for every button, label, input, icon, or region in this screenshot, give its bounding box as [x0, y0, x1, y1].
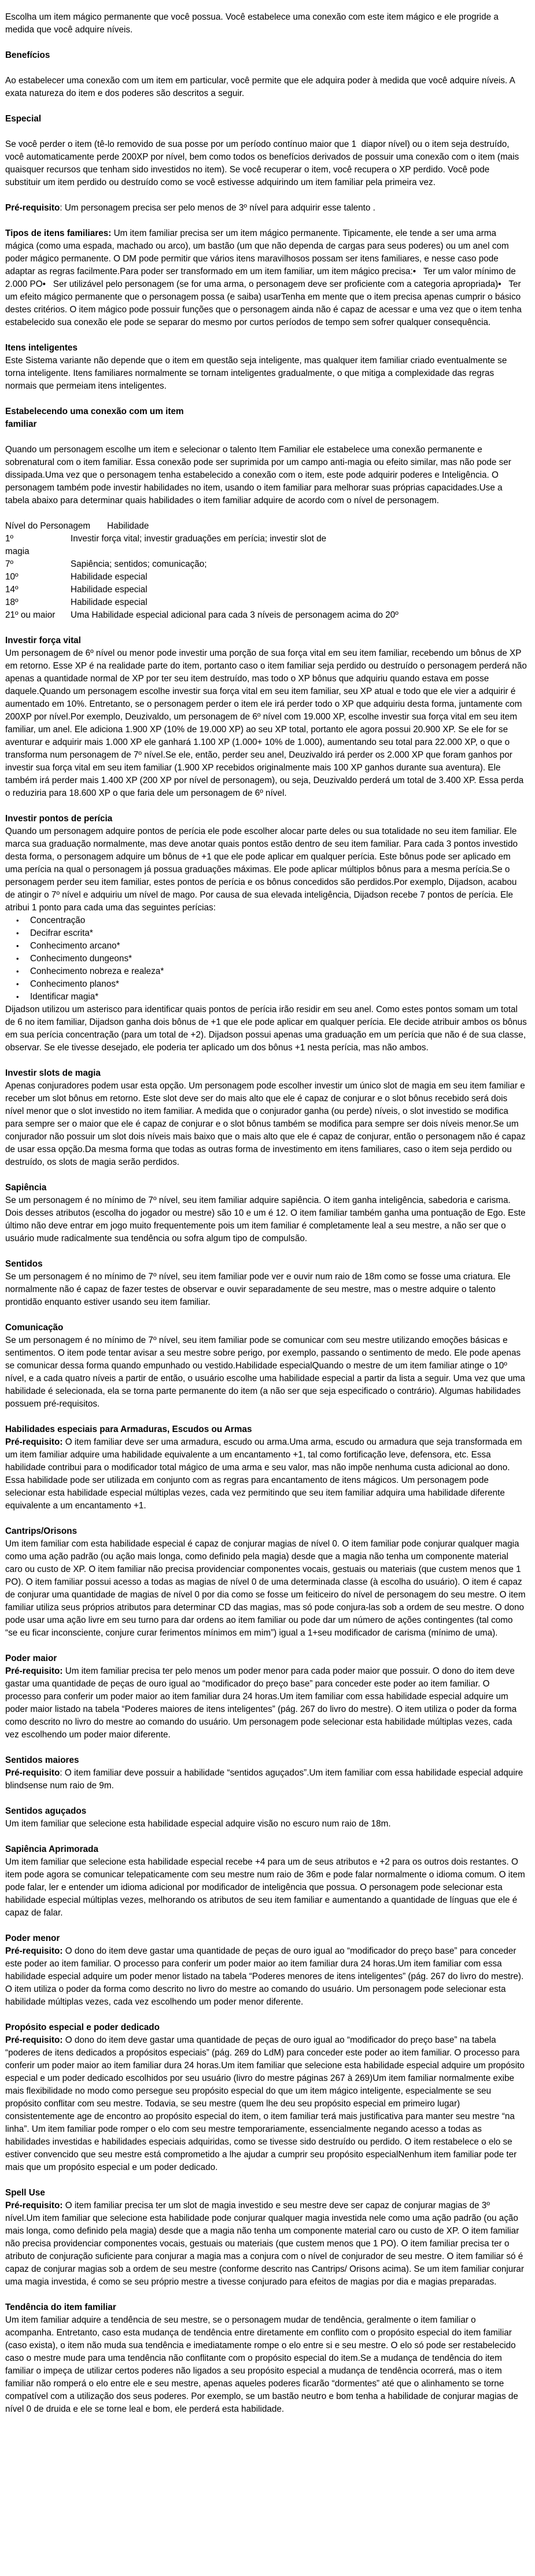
run-bold: Tipos de itens familiares:	[5, 228, 112, 238]
section-heading	[5, 1525, 527, 1538]
cell-ability: Uma Habilidade especial adicional para cada 3 níveis de personagem acima do 20º	[71, 610, 399, 620]
run-text: Um item familiar com esta habilidade especial é capaz de conjurar magias de nível 0. O item familiar pode conjurar qualquer magia como uma ação padrão (ou ação mais longa, como definido pela magia) desde que a magia não tenha um componente material caro ou custo de XP. O item familiar não precisa providenciar componentes vocais, gestuais ou materiais (que custem menos que 1 PO). O item familiar possui acesso a todas as magias de nível 0 de uma determinada classe (à escolha do usuário). O item é capaz de conjurar uma quantidade de magias de nível 0 por dia como se fosse um feiticeiro do nível de personagem do seu mestre. O item familiar utiliza seus próprios atributos para determinar CD das magias, mas só pode conjura-las sob a ordem de seu mestre. O dono pode usar uma ação livre em seu turno para dar ordens ao item familiar ou pode dar um número de ações contingentes (tal como “se eu ficar inconsciente, conjure curar ferimentos mínimos em mim”) igual a 1+seu modificador de carisma (mínimo de uma).	[5, 1539, 526, 1638]
paragraph	[5, 138, 527, 189]
table-row	[5, 558, 527, 571]
section-heading	[5, 342, 527, 355]
table-row	[5, 609, 527, 622]
run-text: Um item familiar precisa ter pelo menos um poder menor para cada poder maior que possuir. O dono do item deve gastar uma quantidade de peças de ouro igual ao “modificador do preço base” para conceder este poder ao item familiar. O processo para conferir um poder maior ao item familiar dura 24 horas.Um item familiar com essa habilidade especial adquire um poder maior listado na tabela “Poderes maiores de itens inteligentes” (pág. 267 do livro do mestre). O item utiliza o poder da forma como descrito no livro do mestre ao comando do usuário. Um personagem pode selecionar esta habilidade múltiplas vezes, cada vez escolhendo um poder maior diferente.	[5, 1666, 517, 1740]
run-bold: familiar	[5, 419, 37, 429]
section-heading	[5, 113, 527, 126]
paragraph	[5, 2199, 527, 2289]
cell-ability: Habilidade especial	[71, 572, 147, 582]
column-header-level: Nível do Personagem	[5, 521, 91, 531]
run-text: Dijadson utilizou um asterisco para identificar quais pontos de perícia irão residir em seu anel. Como estes pontos somam um total de 6 no item familiar, Dijadson ganha dois bônus de +1 que ele pode aplicar em qualquer perícia. Ele decide atribuir ambos os bônus em sua perícia concentração (para um total de +2). Dijadson possui apenas uma graduação em um perícia que não é de sua classe, observar. Se ele tivesse desejado, ele poderia ter aplicado um dos bônus +1 nesta perícia, mas não ambos.	[5, 1005, 527, 1053]
run-bold: Itens inteligentes	[5, 343, 78, 353]
run-bold: Investir slots de magia	[5, 1068, 101, 1078]
table-row	[5, 545, 527, 558]
paragraph	[5, 1856, 527, 1920]
table-row	[5, 533, 527, 545]
run-bold: Pré-requisito:	[5, 1946, 63, 1956]
section-heading	[5, 1843, 527, 1856]
run-text: Um item familiar que selecione esta habilidade especial recebe +4 para um de seus atributos e +2 para os outros dois restantes. O item pode agora se comunicar telepaticamente com seu mestre num raio de 36m e pode falar normalmente o idioma comum. O item pode falar, ler e entender um idioma adicional por modificador de inteligência que possua. O personagem pode selecionar esta habilidade especial múltiplas vezes, melhorando os atributos de seu item familiar e aumentando a quantidade de línguas que ele é capaz de falar.	[5, 1857, 525, 1918]
run-bold: Cantrips/Orisons	[5, 1526, 78, 1536]
run-text: Se você perder o item (tê-lo removido de sua posse por um período contínuo maior que 1 diapor nível) ou o item seja destruído, você automaticamente perde 200XP por nível, bem como todos os benefícios derivados de possuir uma conexão com o item (mais quaisquer recursos que tenham sido investidos no item). Se você recuperar o item, você recupera o XP perdido. Você pode substituir um item perdido ou destruído como se você estivesse adquirindo um item familiar pela primeira vez.	[5, 139, 519, 187]
run-bold: Sapiência	[5, 1183, 47, 1193]
cell-ability: Sapiência; sentidos; comunicação;	[71, 559, 207, 569]
cell-ability: Habilidade especial	[71, 585, 147, 595]
paragraph	[5, 1436, 527, 1512]
run-bold: Pré-requisito:	[5, 1437, 63, 1447]
run-bold: Sentidos	[5, 1259, 43, 1269]
list-item: • Conhecimento planos*	[5, 978, 527, 991]
paragraph	[5, 825, 527, 914]
run-text: Apenas conjuradores podem usar esta opção. Um personagem pode escolher investir um único slot de magia em seu item familiar e receber um slot bônus em retorno. Este slot deve ser do mais alto que ele é capaz de conjurar e o slot bônus recebido será dois nível menor que o slot investido no item familiar. A medida que o conjurador ganha (ou perde) níveis, o slot investido se modifica para sempre ser o maior que ele é capaz de conjurar e o slot bônus também se modifica para sempre ser dois níveis menor.Se um conjurador não possuir um slot dois níveis mais baixo que o mais alto que ele é capaz de conjurar, então o personagem não é capaz de usar essa opção.Da mesma forma que todas as outras forma de investimento em itens familiares, caso o item seja perdido ou destruído, os slots de magia serão perdidos.	[5, 1081, 526, 1167]
paragraph	[5, 1945, 527, 2009]
cell-ability: Investir força vital; investir graduações em perícia; investir slot de	[71, 534, 327, 544]
run-text: Se um personagem é no mínimo de 7º nível, seu item familiar pode ver e ouvir num raio de 18m como se fosse uma criatura. Ele normalmente não é capaz de fazer testes de observar e ouvir separadamente de seu mestre, mas o mestre adquire o talento prontidão enquanto estiver usando seu item familiar.	[5, 1272, 511, 1307]
run-bold: Sentidos aguçados	[5, 1806, 87, 1816]
paragraph	[5, 1665, 527, 1741]
paragraph	[5, 1194, 527, 1245]
list-item: • Conhecimento nobreza e realeza*	[5, 965, 527, 978]
section-heading	[5, 1067, 527, 1080]
run-text: O item familiar deve ser uma armadura, escudo ou arma.Uma arma, escudo ou armadura que seja transformada em um item familiar adquire uma habilidade equivalente a um encantamento +1, tal como fortificação leve, defensora, etc. Essa habilidade contribui para o modificador total mágico de uma arma e seu valor, mas não impõe nenhuma custa adicional ao dono. Essa habilidade pode ser utilizada em conjunto com as regras para encantamento de itens mágicos. Um personagem pode selecionar esta habilidade especial múltiplas vezes, cada vez permitindo que seu item familiar adquira uma habilidade diferente equivalente a um encantamento +1.	[5, 1437, 522, 1511]
run-bold: Tendência do item familiar	[5, 2302, 116, 2312]
paragraph	[5, 1334, 527, 1411]
run-bold: Estabelecendo uma conexão com um item	[5, 407, 184, 416]
paragraph	[5, 1767, 527, 1792]
run-bold: Propósito especial e poder dedicado	[5, 2023, 160, 2032]
run-bold: Pré-requisito	[5, 1768, 60, 1778]
cell-ability: magia	[5, 547, 29, 556]
paragraph	[5, 1271, 527, 1309]
section-heading	[5, 1423, 527, 1436]
cell-level: 10º	[5, 572, 19, 582]
section-heading	[5, 634, 527, 647]
run-text: O dono do item deve gastar uma quantidade de peças de ouro igual ao “modificador do preço base” na tabela “poderes de itens dedicados a propósitos especiais” (pág. 269 do LdM) para conceder este poder ao item familiar. O processo para conferir um poder maior ao item familiar dura 24 horas.Um item familiar que selecione esta habilidade especial adquire um propósito especial e um poder dedicado escolhidos por seu usuário (livro do mestre páginas 267 à 269)Um item familiar normalmente exibe mais flexibilidade no modo como persegue seu propósito especial do que um item mágico inteligente, especialmente se seu propósito conflitar com seu mestre. Todavia, se seu mestre (quem lhe deu seu propósito especial em primeiro lugar) consistentemente age de encontro ao propósito especial do item, o item familiar terá mais justificativa para manter seu mestre “na linha”. Um item familiar pode romper o elo com seu mestre temporariamente, essencialmente negando acesso a todas as habilidades investidas e habilidades especiais adquiridas, como se tivesse sido destruído ou perdido. O item restabelece o elo se estiver convencido que seu mestre está comprometido a lhe ajudar a cumprir seu propósito especialNenhum item familiar pode ter mais que um propósito especial e um poder dedicado.	[5, 2035, 525, 2172]
run-bold: Investir pontos de perícia	[5, 814, 113, 824]
paragraph	[5, 444, 527, 507]
run-bold: Pré-requisito	[5, 203, 60, 213]
section-heading	[5, 1322, 527, 1334]
run-bold: Spell Use	[5, 2188, 45, 2198]
section-heading	[5, 1258, 527, 1271]
list-item: • Conhecimento arcano*	[5, 940, 527, 953]
run-text: Se um personagem é no mínimo de 7º nível, seu item familiar adquire sapiência. O item ganha inteligência, sabedoria e carisma. Dois desses atributos (escolha do jogador ou mestre) são 10 e um é 12. O item familiar também ganha uma pontuação de Ego. Este último não deve entrar em jogo muito frequentemente pois um item familiar é completamente leal a seu mestre, a não ser que o usuário mude radicalmente sua tendência ou sofra algum tipo de compulsão.	[5, 1195, 526, 1243]
paragraph	[5, 202, 527, 215]
paragraph	[5, 1003, 527, 1054]
run-bold: Poder maior	[5, 1654, 57, 1663]
run-text: Quando um personagem escolhe um item e selecionar o talento Item Familiar ele estabelece uma conexão permanente e sobrenatural com o item familiar. Essa conexão pode ser suprimida por um campo anti-magia ou efeito similar, mas não pode ser dissipada.Uma vez que o personagem tenha estabelecido a conexão com o item, este pode adquirir poderes e Inteligência. O personagem também pode investir habilidades no item, usando o item familiar para melhorar suas próprias capacidades.Use a tabela abaixo para determinar quais habilidades o item familiar adquire de acordo com o nível de personagem.	[5, 445, 511, 505]
run-text: Se um personagem é no mínimo de 7º nível, seu item familiar pode se comunicar com seu mestre utilizando emoções básicas e sentimentos. O item pode tentar avisar a seu mestre sobre perigo, por exemplo, passando o sentimento de medo. Ele pode apenas se comunicar dessa forma quando empunhado ou vestido.Habilidade especialQuando o mestre de um item familiar atinge o 10º nível, e a cada quatro níveis a partir de então, o usuário escolhe uma habilidade especial a partir da lista a seguir. Uma vez que uma habilidade é selecionada, ela se torna parte permanente do item (a não ser que seja especificado o contrário). Algumas habilidades possuem pré-requisitos.	[5, 1335, 525, 1409]
column-header-ability: Habilidade	[107, 521, 149, 531]
run-text: : O item familiar deve possuir a habilidade “sentidos aguçados”.Um item familiar com essa habilidade especial adquire blindsense num raio de 9m.	[5, 1768, 523, 1791]
section-heading	[5, 1652, 527, 1665]
section-heading	[5, 1182, 527, 1194]
section-heading	[5, 405, 527, 418]
run-text: O item familiar precisa ter um slot de magia investido e seu mestre deve ser capaz de conjurar magias de 3º nível.Um item familiar que selecione esta habilidade pode conjurar qualquer magia investida nele como uma ação padrão (ou ação mais longa, como definido pela magia) desde que a magia não tenha um componente material caro ou custo de XP. O item familiar não precisa providenciar componentes vocais, gestuais ou materiais (que custem menos que 1 PO). O item familiar precisa ter o atributo de conjuração suficiente para conjurar a magia mas a conjura com o nível de conjurador de seu mestre. O item familiar só é capaz de conjurar magias sob a ordem de seu mestre (conforme descrito nas Cantrips/ Orisons acima). Se um item familiar conjurar uma magia investida, é como se seu próprio mestre a tivesse conjurado para efeitos de magias por dia e magias preparadas.	[5, 2201, 524, 2287]
paragraph	[5, 1818, 527, 1830]
run-text: : Um personagem precisa ser pelo menos de 3º nível para adquirir esse talento .	[60, 203, 375, 213]
run-bold: Benefícios	[5, 50, 50, 60]
table-row	[5, 596, 527, 609]
run-bold: Especial	[5, 114, 42, 124]
run-text: Um item familiar adquire a tendência de seu mestre, se o personagem mudar de tendência, geralmente o item familiar o acompanha. Entretanto, caso esta mudança de tendência entre diretamente em conflito com o propósito especial do item familiar (caso exista), o item não muda sua tendência e imediatamente rompe o elo entre si e seu mestre. O elo só pode ser restabelecido caso o mestre mude para uma tendência não conflitante com o propósito especial do item.Se a mudança de tendência do item familiar o impeça de utilizar certos poderes não ligados a seu propósito especial a mudança de tendência ocorrerá, mas o item familiar não romperá o elo entre ele e seu mestre, apenas aqueles poderes ficarão “dormentes” até que o alinhamento se torne compatível com a utilização dos seus poderes. Por exemplo, se um bastão neutro e bom tenha a habilidade de conjurar magias de nível 0 de druida e ele se torne leal e bom, ele perderá esta habilidade.	[5, 2315, 518, 2414]
section-heading	[5, 2187, 527, 2199]
run-bold: Comunicação	[5, 1323, 64, 1333]
paragraph	[5, 11, 527, 36]
run-text: Ao estabelecer uma conexão com um item em particular, você permite que ele adquira poder à medida que você adquire níveis. A exata natureza do item e dos poderes são descritos a seguir.	[5, 76, 515, 98]
section-heading	[5, 1932, 527, 1945]
run-bold: Pré-requisito:	[5, 2035, 63, 2045]
cell-level: 1º	[5, 534, 14, 544]
list-item: • Concentração	[5, 914, 527, 927]
run-bold: Investir força vital	[5, 636, 81, 645]
run-text: Este Sistema variante não depende que o item em questão seja inteligente, mas qualquer item familiar criado eventualmente se torna inteligente. Itens familiares normalmente se tornam inteligentes gradualmente, o que mitiga a complexidade das regras normais que permeiam itens inteligentes.	[5, 356, 507, 391]
run-text: Quando um personagem adquire pontos de perícia ele pode escolher alocar parte deles ou sua totalidade no seu item familiar. Ele marca sua graduação normalmente, mas deve anotar quais pontos estão dentro de seu item familiar. Para cada 3 pontos investido desta forma, o personagem adquire um bônus de +1 que ele pode aplicar em qualquer perícia. Este bônus pode ser aplicado em uma perícia na qual o personagem já possua graduações máximas. Ele pode aplicar múltiplos bônus para a mesma perícia.Se o personagem perder seu item familiar, estes pontos de perícia e os bônus concedidos são perdidos.Por exemplo, Dijadson, acabou de atingir o 7º nível e adquiriu um nível de mago. Por causa de sua elevada inteligência, Dijadson recebe 7 pontos de perícia. Ele atribui 1 ponto para cada uma das seguintes perícias:	[5, 826, 518, 913]
paragraph	[5, 647, 527, 800]
list-item: • Identificar magia*	[5, 991, 527, 1003]
run-text: Escolha um item mágico permanente que você possua. Você estabelece uma conexão com este item mágico e ele progride a medida que você adquire níveis.	[5, 12, 499, 35]
list-item: • Conhecimento dungeons*	[5, 953, 527, 965]
cell-level: 21º ou maior	[5, 610, 56, 620]
document-body	[5, 11, 527, 2416]
run-text: Um personagem de 6º nível ou menor pode investir uma porção de sua força vital em seu item familiar, recebendo um bônus de XP em retorno. Esse XP é na realidade parte do item, portanto caso o item familiar seja perdido ou destruído o personagem perderá não apenas a quantidade normal de XP por ter seu item destruído, mas todo o XP bônus que adquiriu quando estava em posse daquele.Quando um personagem escolhe investir sua força vital em seu item familiar, seu XP atual e todo que ele vier a adquirir é aumentado em 10%. Entretanto, se o personagem perder o item ele irá perder todo o XP que adquiriu desta forma, juntamente com 200XP por nível.Por exemplo, Deuzivaldo, um personagem de 6º nível com 19.000 XP, escolhe investir sua força vital em seu item familiar, um anel. Ele adiciona 1.900 XP (10% de 19.000 XP) ao seu XP total, portanto ele agora possui 20.900 XP. Se ele for se aventurar e adquirir mais 1.000 XP ele ganhará 1.100 XP (1.000+ 10% de 1.000), aumentando seu total para 22.000 XP, o que o transforma num personagem de 7º nível.Se ele, então, perder seu anel, Deuzivaldo irá perder os 2.000 XP que foram ganhos por investir sua força vital em seu item familiar (1.900 XP recebidos originalmente mais 100 XP ganhos durante sua aventura). Ele também irá perder mais 1.400 XP (200 XP por nível de personagem), ou seja, Deuzivaldo perderá um total de 3.400 XP. Essa perda o reduziria para 18.600 XP o que faria dele um personagem de 6º nível.	[5, 648, 527, 798]
table-header-row	[5, 520, 527, 533]
run-text: O dono do item deve gastar uma quantidade de peças de ouro igual ao “modificador do preço base” para conceder este poder ao item familiar. O processo para conferir um poder maior ao item familiar dura 24 horas.Um item familiar com essa habilidade especial adquire um poder menor listado na tabela “Poderes menores de itens inteligentes” (pág. 267 do livro do mestre). O item utiliza o poder da forma como descrito no livro do mestre ao comando do usuário. Um personagem pode selecionar esta habilidade múltiplas vezes, cada vez escolhendo um poder menor diferente.	[5, 1946, 524, 2007]
list-item: • Decifrar escrita*	[5, 927, 527, 940]
section-heading	[5, 2301, 527, 2314]
paragraph	[5, 75, 527, 100]
section-heading	[5, 1805, 527, 1818]
run-bold: Habilidades especiais para Armaduras, Escudos ou Armas	[5, 1424, 252, 1434]
section-heading	[5, 49, 527, 62]
cell-level: 14º	[5, 585, 19, 595]
paragraph	[5, 1080, 527, 1169]
cell-level: 18º	[5, 597, 19, 607]
skill-list	[5, 914, 527, 1003]
paragraph	[5, 2034, 527, 2174]
section-heading	[5, 418, 527, 431]
paragraph	[5, 355, 527, 393]
section-heading	[5, 1754, 527, 1767]
paragraph	[5, 2314, 527, 2416]
table-row	[5, 584, 527, 596]
section-heading	[5, 2021, 527, 2034]
level-ability-table	[5, 520, 527, 622]
cell-ability: Habilidade especial	[71, 597, 147, 607]
cell-level: 7º	[5, 559, 14, 569]
section-heading	[5, 813, 527, 825]
run-bold: Poder menor	[5, 1933, 60, 1943]
run-bold: Sentidos maiores	[5, 1755, 79, 1765]
run-bold: Pré-requisito:	[5, 1666, 63, 1676]
table-row	[5, 571, 527, 584]
run-bold: Pré-requisito:	[5, 2201, 63, 2210]
paragraph	[5, 1538, 527, 1640]
run-bold: Sapiência Aprimorada	[5, 1844, 98, 1854]
run-text: Um item familiar que selecione esta habilidade especial adquire visão no escuro num raio de 18m.	[5, 1819, 391, 1829]
run-text: Um item familiar precisa ser um item mágico permanente. Tipicamente, ele tende a ser uma arma mágica (como uma espada, machado ou arco), um bastão (um que não dependa de cargas para seus poderes) ou um anel com poder mágico permanente. O DM pode permitir que vários itens maravilhosos possam ser itens familiares, e nesse caso pode adaptar as regras facilmente.Para poder ser transformado em um item familiar, um item mágico precisa:• Ter um valor mínimo de 2.000 PO• Ser utilizável pelo personagem (se for uma arma, o personagem deve ser proficiente com a categoria apropriada)• Ter um efeito mágico permanente que o personagem possa (e saiba) usarTenha em mente que o item precisa apenas cumprir o básico destes critérios. O item mágico pode possuir funções que o personagem ainda não é capaz de acessar e uma vez que o item tenha estabelecido sua conexão ele pode se separar do mesmo por curtos períodos de tempo sem sofrer qualquer consequência.	[5, 228, 522, 327]
paragraph	[5, 227, 527, 329]
